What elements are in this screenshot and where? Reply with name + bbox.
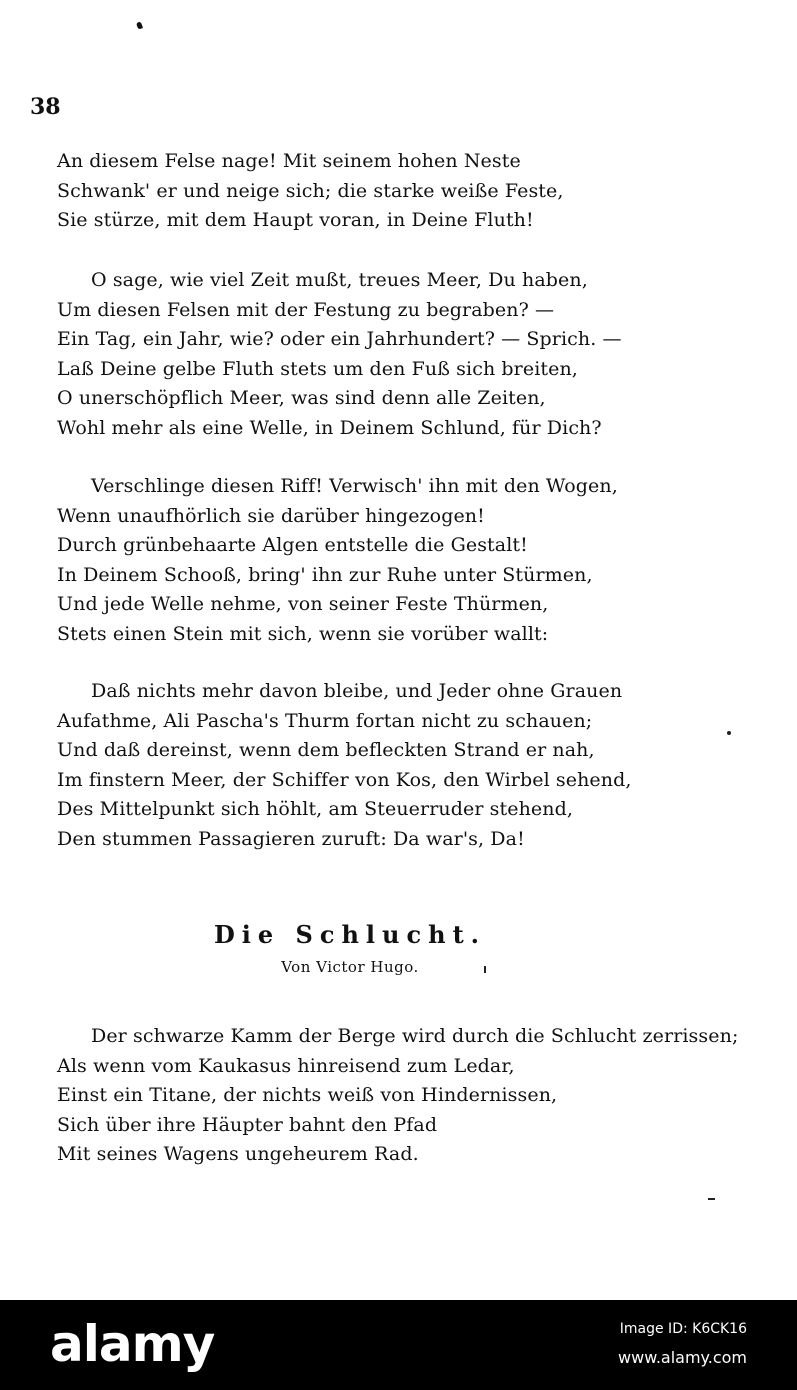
verse-line: O sage, wie viel Zeit mußt, treues Meer, Du haben, [91,269,588,291]
section-title: Die Schlucht. [213,920,487,949]
verse-line: Laß Deine gelbe Fluth stets um den Fuß sich breiten, [57,357,578,380]
verse-line: Und daß dereinst, wenn dem befleckten Strand er nah, [57,739,595,761]
scan-speck [484,966,486,973]
page-number: 38 [30,94,61,120]
verse-line: O unerschöpflich Meer, was sind denn alle Zeiten, [57,387,546,409]
verse-line: Wohl mehr als eine Welle, in Deinem Schlund, für Dich? [57,416,602,439]
stanza-1 [57,147,697,236]
image-id: Image ID: K6CK16 [619,1321,747,1337]
verse-line: Und jede Welle nehme, von seiner Feste Thürmen, [57,593,549,615]
scan-speck [708,1198,715,1200]
brand-logo: alamy [50,1315,215,1373]
verse-line: In Deinem Schooß, bring' ihn zur Ruhe unter Stürmen, [57,563,593,586]
section-author: Von Victor Hugo. [281,958,419,976]
watermark-footer [0,1300,797,1390]
verse-line: Um diesen Felsen mit der Festung zu begraben? — [57,298,555,321]
stanza-3 [57,472,697,649]
scan-speck [727,731,731,735]
verse-line: Im finstern Meer, der Schiffer von Kos, den Wirbel sehend, [57,768,632,791]
verse-line: Wenn unaufhörlich sie darüber hingezogen! [57,504,485,527]
verse-line: Durch grünbehaarte Algen entstelle die Gestalt! [57,534,528,556]
ink-mark [136,21,143,29]
verse-line: Der schwarze Kamm der Berge wird durch die Schlucht zerrissen; [91,1025,739,1047]
verse-line: Als wenn vom Kaukasus hinreisend zum Ledar, [57,1054,515,1077]
verse-line: Einst ein Titane, der nichts weiß von Hindernissen, [57,1084,558,1106]
verse-line: Daß nichts mehr davon bleibe, und Jeder ohne Grauen [91,680,623,702]
verse-line: Des Mittelpunkt sich höhlt, am Steuerruder stehend, [57,798,574,820]
verse-line: Mit seines Wagens ungeheurem Rad. [57,1143,419,1165]
verse-line: Aufathme, Ali Pascha's Thurm fortan nicht zu schauen; [57,709,593,732]
verse-line: Ein Tag, ein Jahr, wie? oder ein Jahrhundert? — Sprich. — [57,328,622,350]
stanza-2 [57,266,697,443]
verse-line: Sie stürze, mit dem Haupt voran, in Deine Fluth! [57,209,534,231]
stanza-4 [57,677,697,854]
verse-line: Stets einen Stein mit sich, wenn sie vorüber wallt: [57,622,549,645]
verse-line: Verschlinge diesen Riff! Verwisch' ihn mit den Wogen, [91,475,618,497]
verse-line: Sich über ihre Häupter bahnt den Pfad [57,1113,438,1136]
site-url: www.alamy.com [618,1348,747,1367]
verse-line: An diesem Felse nage! Mit seinem hohen Neste [57,150,521,172]
verse-line: Schwank' er und neige sich; die starke weiße Feste, [57,179,564,202]
stanza-5 [57,1022,739,1170]
verse-line: Den stummen Passagieren zuruft: Da war's, Da! [57,827,525,850]
